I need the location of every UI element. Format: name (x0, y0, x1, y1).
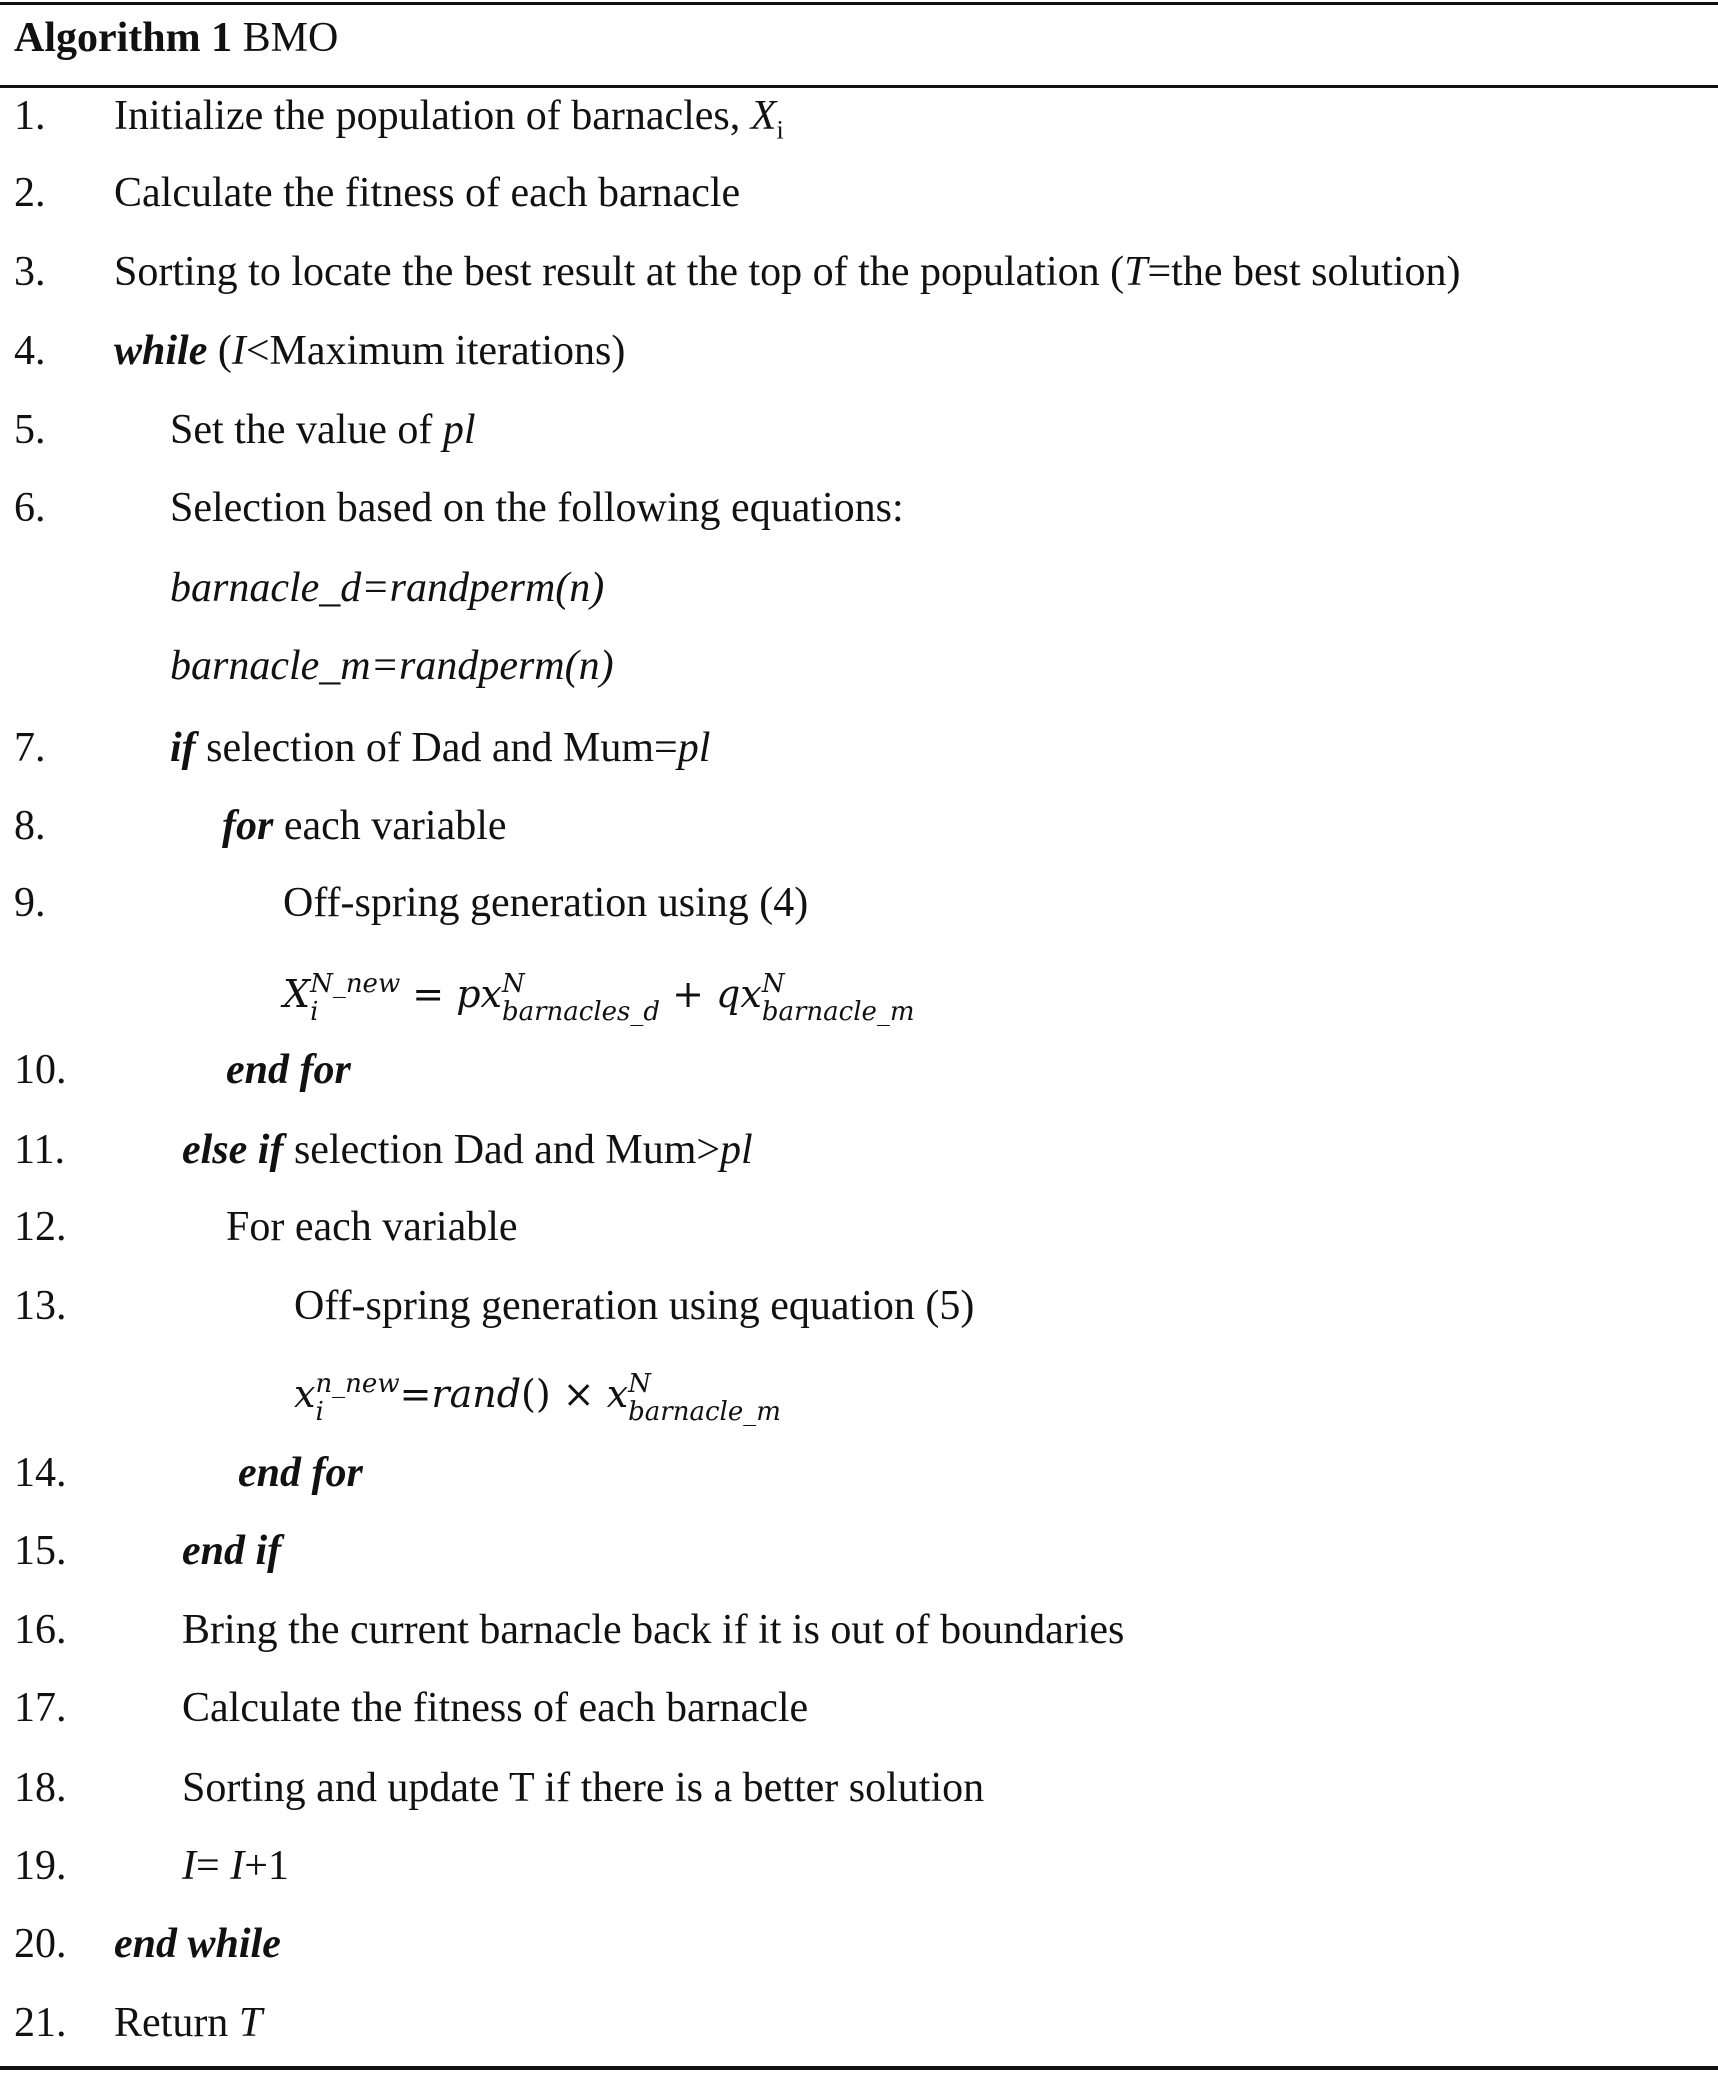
math-parentheses: () (521, 1372, 551, 1416)
bottom-rule (0, 2066, 1718, 2070)
math-superscript: N (761, 968, 785, 999)
line-text (182, 1120, 753, 1180)
line-text: For each variable (226, 1204, 518, 1250)
line-text (170, 400, 476, 460)
math-subscript: barnacles_d (501, 996, 661, 1027)
line-text (114, 242, 1460, 302)
line-text: Calculate the fitness of each barnacle (182, 1685, 809, 1731)
line-number: 21. (14, 2000, 67, 2046)
math-superscript: N (628, 1368, 651, 1399)
line-number: 19. (14, 1843, 67, 1889)
math-term: qx (716, 972, 762, 1016)
math-superscript: N_new (310, 968, 401, 999)
variable: pl (720, 1127, 753, 1173)
line-number: 15. (14, 1528, 67, 1574)
equation-text: barnacle_m=randperm(n) (170, 643, 614, 689)
line-number: 5. (14, 407, 46, 453)
line-text-part: = (196, 1843, 231, 1889)
line-number: 7. (14, 725, 46, 771)
keyword: if (170, 725, 196, 771)
variable: X (750, 93, 777, 139)
line-text: Off-spring generation using equation (5) (294, 1283, 975, 1329)
top-rule (0, 2, 1718, 5)
keyword: while (114, 328, 208, 374)
math-subscript: i (315, 1396, 324, 1427)
math-operator: = (399, 1372, 432, 1416)
math-term: x (606, 1372, 629, 1416)
keyword: end for (238, 1450, 363, 1496)
math-operator: = (400, 972, 457, 1016)
line-number: 3. (14, 249, 46, 295)
variable: T (1124, 249, 1148, 295)
line-number: 20. (14, 1921, 67, 1967)
math-superscript: n_new (315, 1368, 400, 1399)
line-text-part: each variable (273, 803, 507, 849)
variable: I (182, 1843, 196, 1889)
keyword: else if (182, 1127, 284, 1173)
line-text: Calculate the fitness of each barnacle (114, 170, 741, 216)
math-term: x (294, 1372, 316, 1416)
keyword: end while (114, 1921, 281, 1967)
line-number: 10. (14, 1047, 67, 1093)
line-text-part: Return (114, 2000, 239, 2046)
line-number: 13. (14, 1283, 67, 1329)
line-number: 4. (14, 328, 46, 374)
line-text (222, 796, 507, 856)
line-text-part: +1 (244, 1843, 289, 1889)
math-term: X (283, 972, 311, 1016)
line-text: Selection based on the following equations: (170, 485, 904, 531)
variable: I (230, 1843, 245, 1889)
math-subscript: i (310, 996, 319, 1027)
keyword: end if (182, 1528, 282, 1574)
line-number: 17. (14, 1685, 67, 1731)
equation-text (294, 1354, 781, 1434)
line-text-part: selection Dad and Mum> (283, 1127, 721, 1173)
variable: T (238, 2000, 263, 2046)
line-number: 11. (14, 1127, 65, 1173)
math-function: rand (431, 1372, 522, 1416)
line-text-part: ( (207, 328, 232, 374)
line-number: 2. (14, 170, 46, 216)
line-number: 16. (14, 1607, 67, 1653)
math-operator: + (660, 972, 717, 1016)
variable-subscript: i (776, 115, 784, 145)
equation-text: barnacle_d=randperm(n) (170, 565, 605, 611)
line-text-part: <Maximum iterations) (245, 328, 626, 374)
algorithm-name: BMO (242, 15, 339, 61)
math-term: px (456, 972, 502, 1016)
line-number: 18. (14, 1765, 67, 1811)
algorithm-title (14, 10, 338, 66)
line-text (114, 1993, 262, 2053)
line-text-part: Sorting to locate the best result at the top of the population ( (114, 249, 1125, 295)
math-subscript: barnacle_m (628, 1396, 781, 1427)
line-text (170, 718, 710, 778)
variable: pl (442, 407, 476, 453)
line-text (182, 1836, 289, 1896)
line-text-part: selection of Dad and Mum= (195, 725, 678, 771)
line-number: 6. (14, 485, 46, 531)
math-operator: × (550, 1372, 607, 1416)
line-text: Sorting and update T if there is a better solution (182, 1765, 985, 1811)
line-text-part: Set the value of (170, 407, 443, 453)
line-number: 12. (14, 1204, 67, 1250)
line-text: Bring the current barnacle back if it is out of boundaries (182, 1607, 1125, 1653)
line-number: 14. (14, 1450, 67, 1496)
line-number: 1. (14, 93, 46, 139)
line-text-part: =the best solution) (1147, 249, 1461, 295)
math-subscript: barnacle_m (761, 996, 915, 1027)
line-number: 9. (14, 880, 46, 926)
equation-text (283, 954, 915, 1034)
line-text: Off-spring generation using (4) (283, 880, 809, 926)
line-number: 8. (14, 803, 46, 849)
keyword: for (222, 803, 274, 849)
algorithm-label: Algorithm 1 (14, 15, 233, 61)
line-text-part: Initialize the population of barnacles, (114, 93, 751, 139)
math-superscript: N (501, 968, 525, 999)
variable: pl (677, 725, 711, 771)
line-text (114, 86, 784, 160)
keyword: end for (226, 1047, 351, 1093)
line-text (114, 321, 625, 381)
variable: I (231, 328, 246, 374)
